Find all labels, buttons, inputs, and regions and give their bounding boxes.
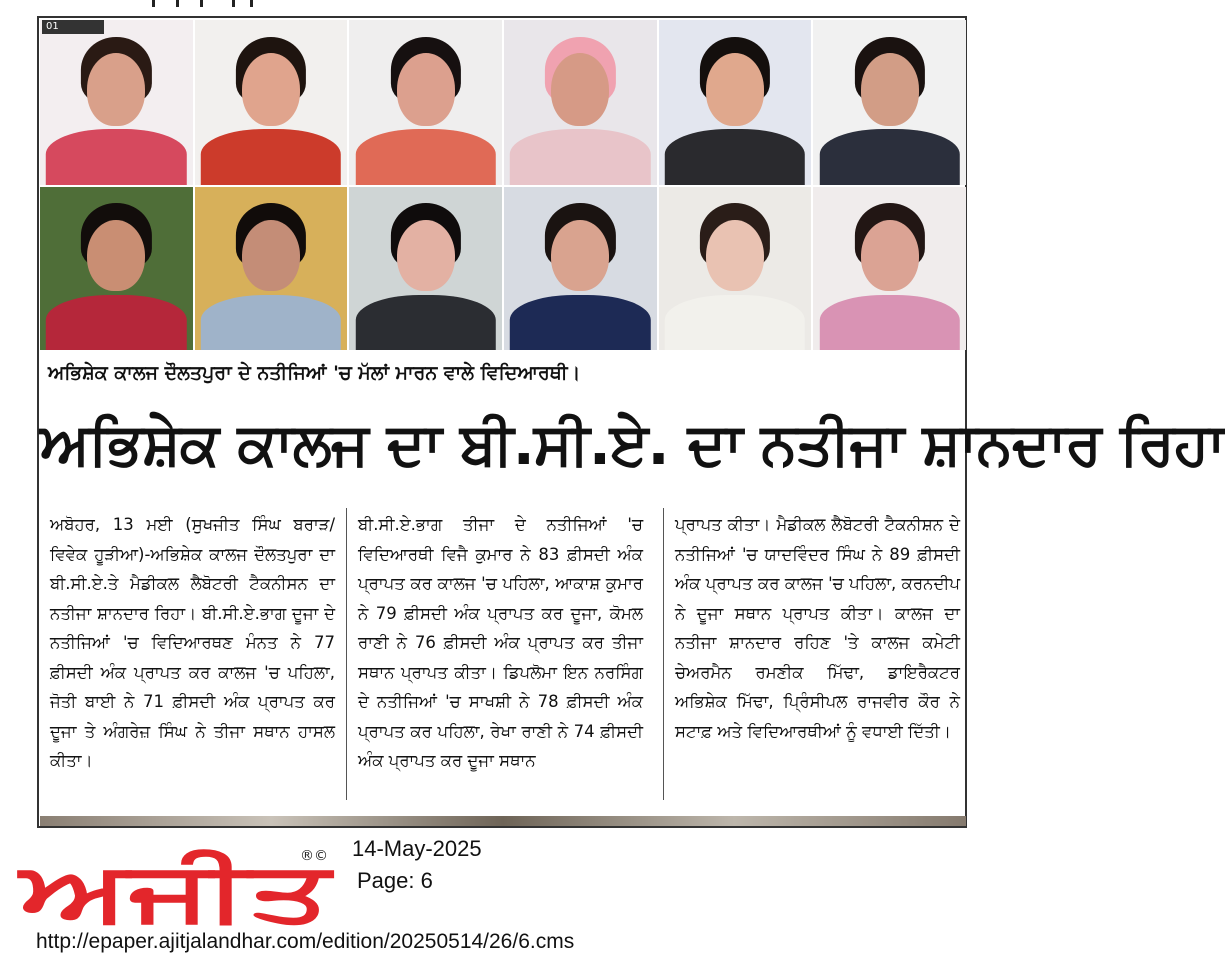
student-photo xyxy=(504,20,657,185)
student-photo xyxy=(504,187,657,350)
epaper-url[interactable]: http://epaper.ajitjalandhar.com/edition/20250514/26/6.cms xyxy=(36,930,575,953)
column-divider xyxy=(663,508,664,800)
student-photo xyxy=(813,187,966,350)
student-photo xyxy=(349,20,502,185)
page-number: Page: 6 xyxy=(357,868,433,893)
logo-text: ਅਜੀਤ xyxy=(16,845,336,940)
top-edge-marks xyxy=(140,0,340,10)
student-photo xyxy=(195,187,348,350)
column-divider xyxy=(346,508,347,800)
article-headline: ਅਭਿਸ਼ੇਕ ਕਾਲਜ ਦਾ ਬੀ.ਸੀ.ਏ. ਦਾ ਨਤੀਜਾ ਸ਼ਾਨਦਾਰ ਰਿਹਾ xyxy=(40,410,1225,478)
student-photo xyxy=(195,20,348,185)
article-column-3: ਪ੍ਰਾਪਤ ਕੀਤਾ। ਮੈਡੀਕਲ ਲੈਬੋਟਰੀ ਟੈਕਨੀਸ਼ਨ ਦੇ ਨਤੀਜਿਆਂ 'ਚ ਯਾਦਵਿੰਦਰ ਸਿੰਘ ਨੇ 89 ਫ਼ੀਸਦੀ ਅੰਕ ਪ੍ਰਾਪਤ ਕਰ ਕਾਲਜ 'ਚ ਪਹਿਲਾ, ਕਰਨਦੀਪ ਨੇ ਦੂਜਾ ਸਥਾਨ ਪ੍ਰਾਪਤ ਕੀਤਾ। ਕਾਲਜ ਦਾ ਨਤੀਜਾ ਸ਼ਾਨਦਾਰ ਰਹਿਣ 'ਤੇ ਕਾਲਜ ਕਮੇਟੀ ਚੇਅਰਮੈਨ ਰਮਣੀਕ ਮਿੱਢਾ, ਡਾਇਰੈਕਟਰ ਅਭਿਸ਼ੇਕ ਮਿੱਢਾ, ਪ੍ਰਿੰਸੀਪਲ ਰਾਜਵੀਰ ਕੌਰ ਨੇ ਸਟਾਫ਼ ਅਤੇ ਵਿਦਿਆਰਥੀਆਂ ਨੂੰ ਵਧਾਈ ਦਿੱਤੀ। xyxy=(675,515,960,741)
ajit-logo xyxy=(16,845,340,940)
student-photo xyxy=(349,187,502,350)
student-photo xyxy=(659,20,812,185)
photo-caption: ਅਭਿਸ਼ੇਕ ਕਾਲਜ ਦੌਲਤਪੁਰਾ ਦੇ ਨਤੀਜਿਆਂ 'ਚ ਮੱਲਾਂ ਮਾਰਨ ਵਾਲੇ ਵਿਦਿਆਰਥੀ। xyxy=(48,362,581,384)
bottom-image-strip xyxy=(40,816,966,826)
photo-row-bottom xyxy=(40,187,966,350)
photo-badge: 01 xyxy=(42,20,104,34)
article-column-2: ਬੀ.ਸੀ.ਏ.ਭਾਗ ਤੀਜਾ ਦੇ ਨਤੀਜਿਆਂ 'ਚ ਵਿਦਿਆਰਥੀ ਵਿਜੈ ਕੁਮਾਰ ਨੇ 83 ਫ਼ੀਸਦੀ ਅੰਕ ਪ੍ਰਾਪਤ ਕਰ ਕਾਲਜ 'ਚ ਪਹਿਲਾ, ਆਕਾਸ਼ ਕੁਮਾਰ ਨੇ 79 ਫ਼ੀਸਦੀ ਅੰਕ ਪ੍ਰਾਪਤ ਕਰ ਦੂਜਾ, ਕੋਮਲ ਰਾਣੀ ਨੇ 76 ਫ਼ੀਸਦੀ ਅੰਕ ਪ੍ਰਾਪਤ ਕਰ ਤੀਜਾ ਸਥਾਨ ਪ੍ਰਾਪਤ ਕੀਤਾ। ਡਿਪਲੋਮਾ ਇਨ ਨਰਸਿੰਗ ਦੇ ਨਤੀਜਿਆਂ 'ਚ ਸਾਖਸ਼ੀ ਨੇ 78 ਫ਼ੀਸਦੀ ਅੰਕ ਪ੍ਰਾਪਤ ਕਰ ਪਹਿਲਾ, ਰੇਖਾ ਰਾਣੀ ਨੇ 74 ਫ਼ੀਸਦੀ ਅੰਕ ਪ੍ਰਾਪਤ ਕਰ ਦੂਜਾ ਸਥਾਨ xyxy=(358,515,643,770)
student-photo xyxy=(659,187,812,350)
edition-date: 14-May-2025 xyxy=(352,836,482,861)
article-column-1: ਅਬੋਹਰ, 13 ਮਈ (ਸੁਖਜੀਤ ਸਿੰਘ ਬਰਾੜ/ਵਿਵੇਕ ਹੂੜੀਆ)-ਅਭਿਸ਼ੇਕ ਕਾਲਜ ਦੌਲਤਪੁਰਾ ਦਾ ਬੀ.ਸੀ.ਏ.ਤੇ ਮੈਡੀਕਲ ਲੈਬੋਟਰੀ ਟੈਕਨੀਸਨ ਦਾ ਨਤੀਜਾ ਸ਼ਾਨਦਾਰ ਰਿਹਾ। ਬੀ.ਸੀ.ਏ.ਭਾਗ ਦੂਜਾ ਦੇ ਨਤੀਜਿਆਂ 'ਚ ਵਿਦਿਆਰਥਣ ਮੰਨਤ ਨੇ 77 ਫ਼ੀਸਦੀ ਅੰਕ ਪ੍ਰਾਪਤ ਕਰ ਕਾਲਜ 'ਚ ਪਹਿਲਾ, ਜੋਤੀ ਬਾਈ ਨੇ 71 ਫ਼ੀਸਦੀ ਅੰਕ ਪ੍ਰਾਪਤ ਕਰ ਦੂਜਾ ਤੇ ਅੰਗਰੇਜ਼ ਸਿੰਘ ਨੇ ਤੀਜਾ ਸਥਾਨ ਹਾਸਲ ਕੀਤਾ। xyxy=(50,515,335,770)
student-photo xyxy=(40,20,193,185)
registered-mark: ®© xyxy=(300,848,328,864)
student-photo xyxy=(40,187,193,350)
photo-row-top xyxy=(40,20,966,185)
student-photo xyxy=(813,20,966,185)
